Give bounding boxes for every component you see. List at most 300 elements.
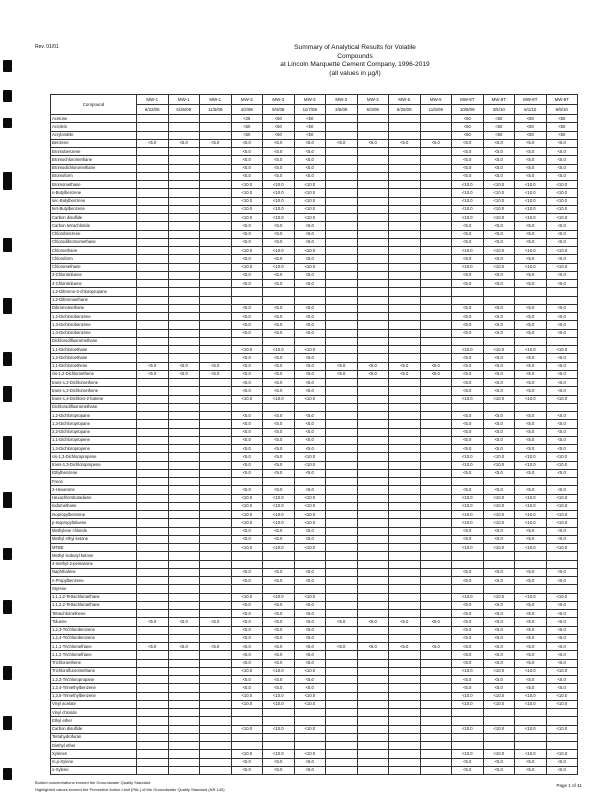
result-cell bbox=[420, 469, 452, 477]
result-cell: <5.0 bbox=[294, 387, 326, 395]
result-cell bbox=[389, 568, 421, 576]
result-cell bbox=[137, 742, 169, 750]
result-cell: <5.0 bbox=[294, 577, 326, 585]
result-cell bbox=[546, 337, 578, 345]
result-cell bbox=[168, 634, 200, 642]
result-cell bbox=[200, 238, 232, 246]
table-row bbox=[51, 610, 578, 618]
result-cell bbox=[357, 395, 389, 403]
result-cell bbox=[420, 304, 452, 312]
result-cell bbox=[200, 354, 232, 362]
result-cell bbox=[326, 461, 358, 469]
result-cell: <10.0 bbox=[263, 544, 295, 552]
result-cell bbox=[483, 337, 515, 345]
result-cell: <50 bbox=[515, 123, 547, 131]
result-cell bbox=[515, 337, 547, 345]
result-cell: <5.0 bbox=[263, 354, 295, 362]
results-table bbox=[50, 94, 578, 775]
result-cell: <10.0 bbox=[263, 494, 295, 502]
result-cell: <5.0 bbox=[452, 535, 484, 543]
result-cell bbox=[200, 733, 232, 741]
result-cell bbox=[200, 395, 232, 403]
result-cell: <5.0 bbox=[546, 643, 578, 651]
result-cell bbox=[357, 544, 389, 552]
result-cell: <5.0 bbox=[326, 643, 358, 651]
result-cell: <5.0 bbox=[231, 634, 263, 642]
result-cell: <5.0 bbox=[515, 420, 547, 428]
result-cell bbox=[168, 197, 200, 205]
result-cell bbox=[326, 271, 358, 279]
compound-name: n-Butylbenzene bbox=[51, 189, 137, 197]
result-cell bbox=[168, 436, 200, 444]
result-cell bbox=[326, 478, 358, 486]
result-cell bbox=[452, 585, 484, 593]
result-cell: <50 bbox=[546, 123, 578, 131]
result-cell: <5.0 bbox=[546, 445, 578, 453]
table-row bbox=[51, 164, 578, 172]
result-cell: <5.0 bbox=[452, 139, 484, 147]
result-cell: <5.0 bbox=[231, 412, 263, 420]
result-cell bbox=[357, 181, 389, 189]
result-cell bbox=[420, 412, 452, 420]
result-cell: <10.0 bbox=[483, 205, 515, 213]
table-row bbox=[51, 313, 578, 321]
result-cell: <5.0 bbox=[357, 362, 389, 370]
result-cell bbox=[357, 172, 389, 180]
result-cell bbox=[389, 172, 421, 180]
result-cell: <5.0 bbox=[452, 329, 484, 337]
result-cell bbox=[357, 750, 389, 758]
result-cell: <5.0 bbox=[483, 659, 515, 667]
result-cell: <10.0 bbox=[546, 395, 578, 403]
table-row bbox=[51, 131, 578, 139]
result-cell: <5.0 bbox=[546, 321, 578, 329]
result-cell: <5.0 bbox=[294, 370, 326, 378]
result-cell: <50 bbox=[452, 123, 484, 131]
result-cell: <10.0 bbox=[483, 502, 515, 510]
result-cell: <5.0 bbox=[452, 486, 484, 494]
result-cell bbox=[326, 733, 358, 741]
table-row bbox=[51, 461, 578, 469]
result-cell: <10.0 bbox=[263, 502, 295, 510]
result-cell bbox=[420, 560, 452, 568]
result-cell bbox=[389, 511, 421, 519]
result-cell: <5.0 bbox=[546, 172, 578, 180]
result-cell bbox=[420, 502, 452, 510]
result-cell: <5.0 bbox=[452, 304, 484, 312]
result-cell: <5.0 bbox=[231, 610, 263, 618]
result-cell bbox=[137, 387, 169, 395]
result-cell: <5.0 bbox=[294, 139, 326, 147]
result-cell: <5.0 bbox=[263, 148, 295, 156]
result-cell bbox=[200, 502, 232, 510]
result-cell: <10.0 bbox=[263, 214, 295, 222]
result-cell: <50 bbox=[452, 115, 484, 123]
result-cell: <10.0 bbox=[231, 214, 263, 222]
result-cell bbox=[420, 766, 452, 774]
compound-name: 1,3-Dichloropropane bbox=[51, 420, 137, 428]
header-row-ids bbox=[51, 95, 578, 105]
result-cell bbox=[137, 181, 169, 189]
compound-name: cis-1,3-Dichloropropene bbox=[51, 453, 137, 461]
result-cell bbox=[137, 692, 169, 700]
result-cell bbox=[200, 758, 232, 766]
compound-name: 4-Chlorotoluene bbox=[51, 280, 137, 288]
result-cell: <5.0 bbox=[263, 362, 295, 370]
result-cell: <5.0 bbox=[200, 362, 232, 370]
result-cell bbox=[200, 519, 232, 527]
result-cell bbox=[357, 436, 389, 444]
result-cell: <5.0 bbox=[294, 469, 326, 477]
result-cell: <5.0 bbox=[483, 676, 515, 684]
result-cell bbox=[420, 420, 452, 428]
result-cell bbox=[294, 585, 326, 593]
result-cell bbox=[137, 156, 169, 164]
result-cell bbox=[420, 321, 452, 329]
result-cell: <10.0 bbox=[263, 189, 295, 197]
result-cell: <10.0 bbox=[452, 197, 484, 205]
well-id-header: MW-3 bbox=[357, 95, 389, 105]
result-cell: <50 bbox=[546, 131, 578, 139]
result-cell: <10.0 bbox=[483, 395, 515, 403]
compound-name: 1,2-Dichloroethane bbox=[51, 354, 137, 362]
compound-name: Methylene chloride bbox=[51, 527, 137, 535]
table-row bbox=[51, 527, 578, 535]
table-row bbox=[51, 535, 578, 543]
result-cell: <5.0 bbox=[546, 379, 578, 387]
result-cell bbox=[420, 445, 452, 453]
result-cell: <10.0 bbox=[231, 247, 263, 255]
result-cell: <10.0 bbox=[546, 544, 578, 552]
result-cell: <10.0 bbox=[452, 544, 484, 552]
result-cell bbox=[357, 766, 389, 774]
result-cell: <5.0 bbox=[546, 577, 578, 585]
result-cell bbox=[200, 164, 232, 172]
result-cell: <5.0 bbox=[515, 164, 547, 172]
result-cell: <5.0 bbox=[452, 758, 484, 766]
table-row bbox=[51, 692, 578, 700]
result-cell bbox=[137, 659, 169, 667]
result-cell: <5.0 bbox=[231, 428, 263, 436]
table-row bbox=[51, 733, 578, 741]
result-cell bbox=[326, 667, 358, 675]
result-cell bbox=[168, 296, 200, 304]
result-cell bbox=[137, 626, 169, 634]
result-cell bbox=[420, 535, 452, 543]
result-cell bbox=[326, 420, 358, 428]
result-cell: <5.0 bbox=[420, 618, 452, 626]
compound-name: trans-1,3-Dichloropropene bbox=[51, 461, 137, 469]
result-cell bbox=[200, 181, 232, 189]
result-cell bbox=[389, 601, 421, 609]
result-cell bbox=[357, 527, 389, 535]
table-row bbox=[51, 742, 578, 750]
result-cell: <10.0 bbox=[231, 494, 263, 502]
result-cell bbox=[137, 585, 169, 593]
result-cell bbox=[200, 453, 232, 461]
result-cell bbox=[137, 263, 169, 271]
compound-name: n-Propylbenzene bbox=[51, 577, 137, 585]
result-cell: <5.0 bbox=[515, 676, 547, 684]
compound-name: Acetone bbox=[51, 115, 137, 123]
result-cell: <5.0 bbox=[263, 618, 295, 626]
result-cell: <5.0 bbox=[452, 164, 484, 172]
result-cell: <10.0 bbox=[294, 692, 326, 700]
result-cell: <10.0 bbox=[294, 346, 326, 354]
result-cell: <5.0 bbox=[294, 230, 326, 238]
result-cell bbox=[137, 552, 169, 560]
result-cell bbox=[231, 733, 263, 741]
sample-date-header: 3/5/10 bbox=[483, 105, 515, 115]
result-cell bbox=[420, 494, 452, 502]
binder-mark bbox=[3, 60, 12, 72]
result-cell: <10.0 bbox=[515, 461, 547, 469]
result-cell bbox=[420, 255, 452, 263]
result-cell: <5.0 bbox=[231, 148, 263, 156]
result-cell: <5.0 bbox=[231, 676, 263, 684]
result-cell bbox=[546, 288, 578, 296]
result-cell bbox=[326, 709, 358, 717]
table-row bbox=[51, 519, 578, 527]
well-id-header: MW-8T bbox=[452, 95, 484, 105]
result-cell: <5.0 bbox=[294, 568, 326, 576]
result-cell: <10.0 bbox=[452, 667, 484, 675]
compound-name: o-Xylene bbox=[51, 766, 137, 774]
result-cell bbox=[168, 403, 200, 411]
result-cell bbox=[420, 172, 452, 180]
compound-name: Dichlorodifluoromethane bbox=[51, 403, 137, 411]
result-cell bbox=[326, 552, 358, 560]
result-cell bbox=[357, 717, 389, 725]
result-cell: <5.0 bbox=[483, 445, 515, 453]
result-cell bbox=[137, 535, 169, 543]
result-cell: <10.0 bbox=[452, 214, 484, 222]
well-id-header: MW-3 bbox=[231, 95, 263, 105]
result-cell bbox=[357, 230, 389, 238]
result-cell: <5.0 bbox=[389, 362, 421, 370]
table-row bbox=[51, 263, 578, 271]
result-cell bbox=[168, 667, 200, 675]
result-cell: <5.0 bbox=[452, 362, 484, 370]
result-cell: <5.0 bbox=[515, 387, 547, 395]
binder-mark bbox=[3, 436, 12, 460]
binder-mark bbox=[3, 492, 12, 508]
table-row bbox=[51, 577, 578, 585]
table-row bbox=[51, 428, 578, 436]
result-cell: <5.0 bbox=[263, 222, 295, 230]
result-cell: <5.0 bbox=[231, 313, 263, 321]
result-cell bbox=[168, 494, 200, 502]
result-cell: <5.0 bbox=[515, 643, 547, 651]
result-cell: <10.0 bbox=[546, 519, 578, 527]
result-cell bbox=[168, 502, 200, 510]
result-cell: <5.0 bbox=[231, 379, 263, 387]
result-cell: <10.0 bbox=[483, 263, 515, 271]
result-cell bbox=[483, 717, 515, 725]
result-cell: <5.0 bbox=[546, 618, 578, 626]
result-cell: <5.0 bbox=[515, 321, 547, 329]
result-cell bbox=[357, 676, 389, 684]
result-cell bbox=[326, 403, 358, 411]
compound-name: Diethyl ether bbox=[51, 742, 137, 750]
result-cell bbox=[137, 230, 169, 238]
result-cell bbox=[200, 329, 232, 337]
result-cell: <5.0 bbox=[452, 626, 484, 634]
result-cell: <5.0 bbox=[452, 684, 484, 692]
result-cell bbox=[389, 115, 421, 123]
result-cell: <5.0 bbox=[452, 255, 484, 263]
result-cell: <5.0 bbox=[263, 230, 295, 238]
result-cell bbox=[420, 511, 452, 519]
result-cell bbox=[389, 494, 421, 502]
result-cell: <50 bbox=[483, 115, 515, 123]
result-cell bbox=[263, 585, 295, 593]
result-cell bbox=[200, 577, 232, 585]
result-cell: <5.0 bbox=[294, 535, 326, 543]
table-row bbox=[51, 280, 578, 288]
result-cell bbox=[389, 651, 421, 659]
result-cell: <10.0 bbox=[452, 494, 484, 502]
result-cell bbox=[420, 733, 452, 741]
result-cell bbox=[168, 214, 200, 222]
result-cell: <10.0 bbox=[483, 667, 515, 675]
table-row bbox=[51, 486, 578, 494]
result-cell bbox=[200, 651, 232, 659]
result-cell: <5.0 bbox=[231, 370, 263, 378]
result-cell: <5.0 bbox=[263, 255, 295, 263]
result-cell: <5.0 bbox=[231, 659, 263, 667]
result-cell bbox=[200, 667, 232, 675]
result-cell: <50 bbox=[263, 123, 295, 131]
table-row bbox=[51, 469, 578, 477]
result-cell bbox=[137, 527, 169, 535]
result-cell: <10.0 bbox=[515, 214, 547, 222]
result-cell: <5.0 bbox=[263, 601, 295, 609]
result-cell: <10.0 bbox=[483, 692, 515, 700]
result-cell: <10.0 bbox=[483, 519, 515, 527]
result-cell: <5.0 bbox=[263, 643, 295, 651]
result-cell: <5.0 bbox=[294, 758, 326, 766]
result-cell bbox=[420, 527, 452, 535]
result-cell bbox=[326, 692, 358, 700]
result-cell bbox=[357, 346, 389, 354]
result-cell: <5.0 bbox=[231, 568, 263, 576]
result-cell bbox=[200, 676, 232, 684]
result-cell: <5.0 bbox=[483, 436, 515, 444]
compound-name: Bromomethane bbox=[51, 181, 137, 189]
table-row bbox=[51, 379, 578, 387]
result-cell bbox=[263, 742, 295, 750]
table-row bbox=[51, 189, 578, 197]
result-cell: <5.0 bbox=[294, 412, 326, 420]
result-cell: <10.0 bbox=[452, 502, 484, 510]
result-cell bbox=[137, 205, 169, 213]
result-cell: <10.0 bbox=[546, 263, 578, 271]
result-cell bbox=[200, 717, 232, 725]
result-cell bbox=[137, 412, 169, 420]
result-cell bbox=[168, 560, 200, 568]
table-row bbox=[51, 511, 578, 519]
result-cell bbox=[137, 420, 169, 428]
result-cell bbox=[452, 709, 484, 717]
result-cell bbox=[420, 197, 452, 205]
result-cell: <5.0 bbox=[483, 164, 515, 172]
table-row bbox=[51, 156, 578, 164]
result-cell: <10.0 bbox=[452, 247, 484, 255]
result-cell: <50 bbox=[231, 131, 263, 139]
result-cell: <5.0 bbox=[263, 370, 295, 378]
result-cell bbox=[137, 486, 169, 494]
result-cell bbox=[326, 469, 358, 477]
result-cell bbox=[200, 478, 232, 486]
result-cell bbox=[326, 766, 358, 774]
result-cell: <5.0 bbox=[452, 172, 484, 180]
result-cell bbox=[137, 247, 169, 255]
result-cell bbox=[231, 403, 263, 411]
table-row bbox=[51, 346, 578, 354]
result-cell bbox=[200, 709, 232, 717]
result-cell: <5.0 bbox=[231, 304, 263, 312]
result-cell bbox=[200, 205, 232, 213]
result-cell bbox=[294, 742, 326, 750]
result-cell bbox=[137, 271, 169, 279]
result-cell bbox=[200, 296, 232, 304]
table-row bbox=[51, 321, 578, 329]
result-cell bbox=[200, 148, 232, 156]
result-cell bbox=[168, 527, 200, 535]
result-cell bbox=[357, 725, 389, 733]
result-cell bbox=[326, 123, 358, 131]
result-cell bbox=[389, 403, 421, 411]
result-cell: <5.0 bbox=[515, 535, 547, 543]
result-cell bbox=[546, 742, 578, 750]
result-cell bbox=[200, 610, 232, 618]
result-cell: <5.0 bbox=[294, 618, 326, 626]
result-cell: <5.0 bbox=[452, 766, 484, 774]
result-cell bbox=[389, 436, 421, 444]
result-cell: <10.0 bbox=[294, 197, 326, 205]
result-cell bbox=[137, 189, 169, 197]
result-cell: <5.0 bbox=[515, 659, 547, 667]
result-cell bbox=[168, 659, 200, 667]
compound-name: trans-1,4-Dichloro-2-butene bbox=[51, 395, 137, 403]
result-cell bbox=[420, 519, 452, 527]
footnote: Highlighted values exceed the Preventive Action Limit (PAL) of the Groundwater Quality Standard (NR 140) bbox=[35, 787, 225, 792]
result-cell bbox=[168, 288, 200, 296]
result-cell bbox=[389, 725, 421, 733]
result-cell: <10.0 bbox=[515, 511, 547, 519]
result-cell bbox=[137, 651, 169, 659]
result-cell bbox=[200, 445, 232, 453]
result-cell: <5.0 bbox=[294, 527, 326, 535]
result-cell bbox=[483, 742, 515, 750]
result-cell: <5.0 bbox=[452, 643, 484, 651]
result-cell: <5.0 bbox=[231, 139, 263, 147]
result-cell: <5.0 bbox=[231, 354, 263, 362]
result-cell: <5.0 bbox=[546, 568, 578, 576]
result-cell bbox=[326, 329, 358, 337]
result-cell: <5.0 bbox=[420, 643, 452, 651]
result-cell bbox=[357, 626, 389, 634]
result-cell: <5.0 bbox=[294, 428, 326, 436]
result-cell bbox=[168, 610, 200, 618]
result-cell: <10.0 bbox=[452, 189, 484, 197]
result-cell: <10.0 bbox=[546, 453, 578, 461]
result-cell bbox=[326, 577, 358, 585]
result-cell bbox=[168, 626, 200, 634]
result-cell: <10.0 bbox=[546, 205, 578, 213]
result-cell bbox=[515, 560, 547, 568]
